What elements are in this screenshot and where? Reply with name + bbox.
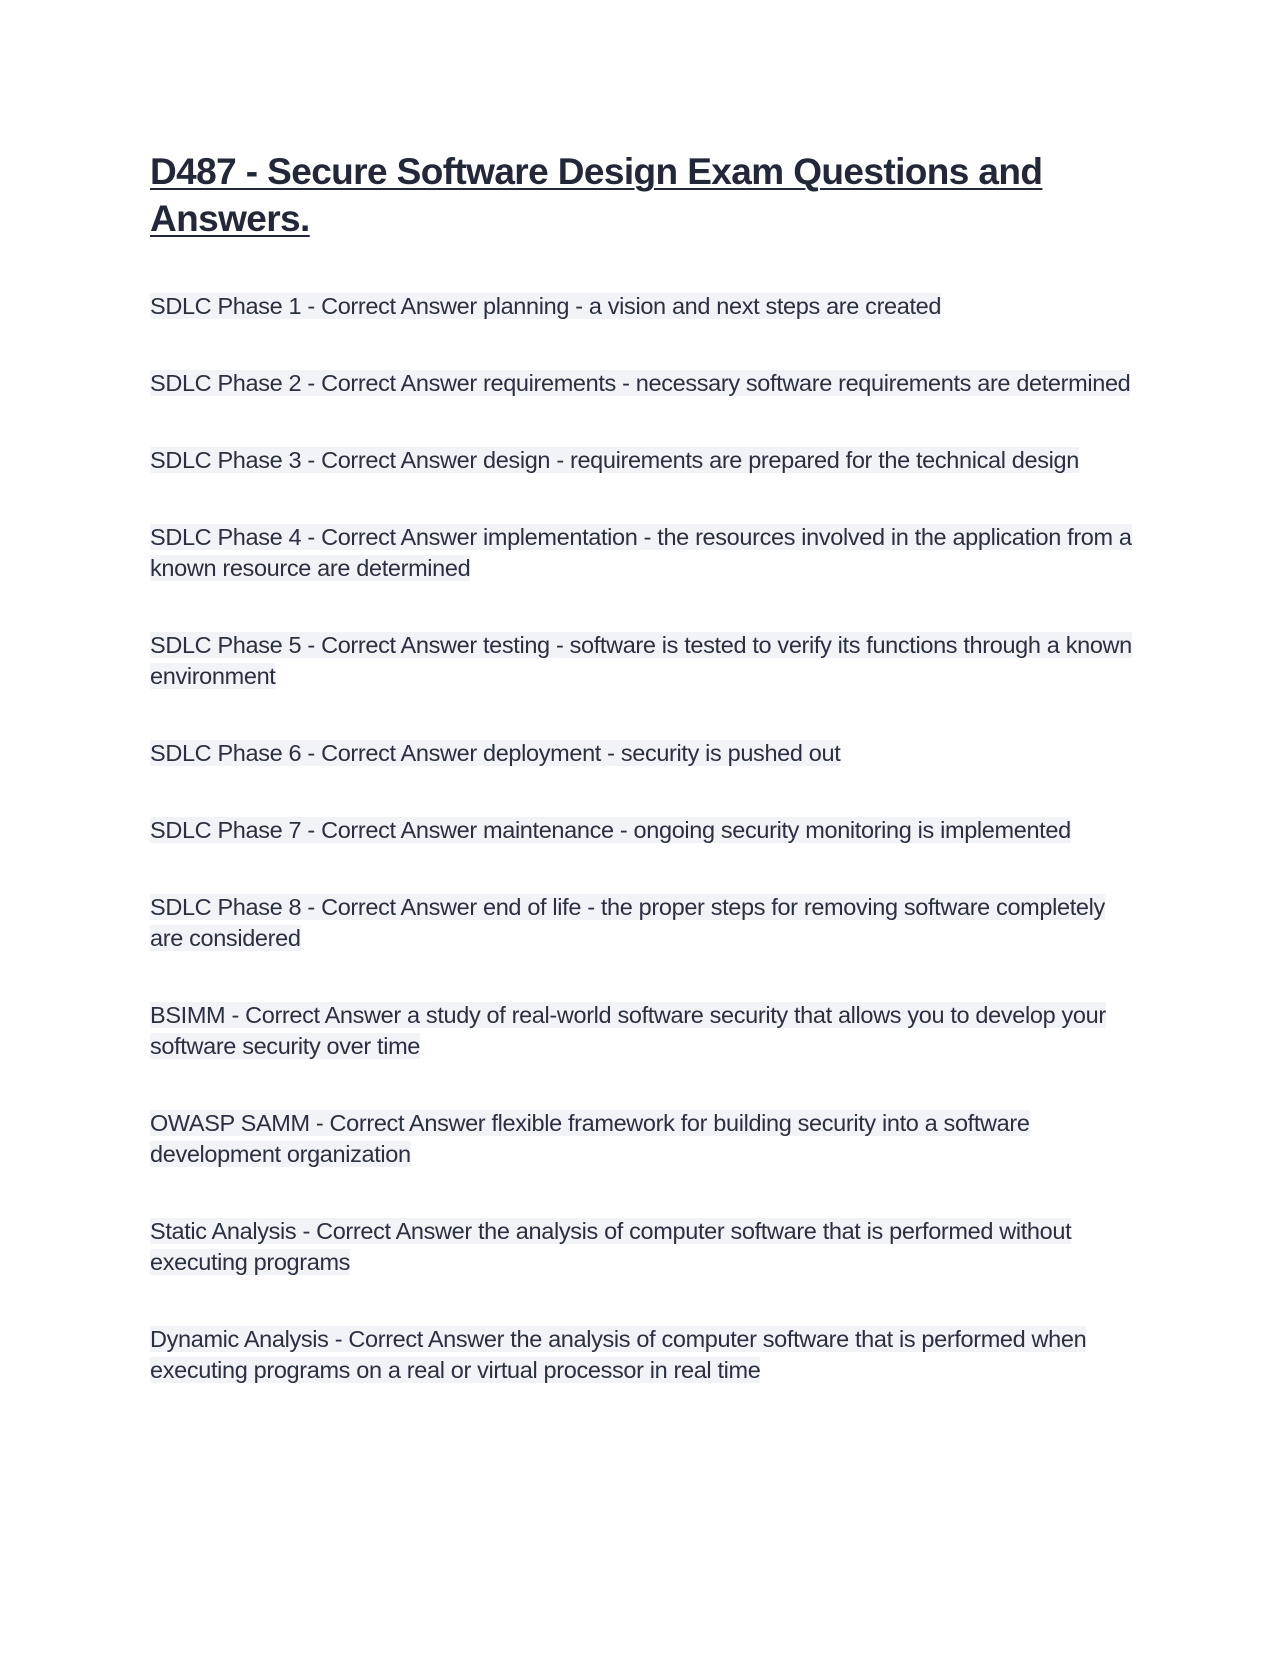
- qa-item: [150, 368, 1140, 399]
- qa-item: [150, 892, 1140, 954]
- qa-item: [150, 445, 1140, 476]
- qa-item: [150, 522, 1140, 584]
- qa-item-text: Dynamic Analysis - Correct Answer the analysis of computer software that is performed when executing programs on a real or virtual processor in real time: [150, 1326, 1087, 1383]
- qa-item: [150, 1000, 1140, 1062]
- qa-item: [150, 815, 1140, 846]
- document-page: [150, 148, 1140, 1432]
- qa-item-text: SDLC Phase 1 - Correct Answer planning - a vision and next steps are created: [150, 293, 942, 319]
- qa-item-text: OWASP SAMM - Correct Answer flexible framework for building security into a software development organization: [150, 1110, 1030, 1167]
- qa-item: [150, 630, 1140, 692]
- qa-item-text: SDLC Phase 4 - Correct Answer implementation - the resources involved in the application from a known resource are determined: [150, 524, 1132, 581]
- qa-item-text: SDLC Phase 6 - Correct Answer deployment - security is pushed out: [150, 740, 841, 766]
- qa-item-text: SDLC Phase 8 - Correct Answer end of life - the proper steps for removing software completely are considered: [150, 894, 1105, 951]
- qa-list: [150, 291, 1140, 1386]
- qa-item: [150, 738, 1140, 769]
- qa-item-text: SDLC Phase 3 - Correct Answer design - requirements are prepared for the technical design: [150, 447, 1079, 473]
- qa-item: [150, 291, 1140, 322]
- document-title: D487 - Secure Software Design Exam Questions and Answers.: [150, 151, 1043, 239]
- qa-item-text: Static Analysis - Correct Answer the analysis of computer software that is performed without executing programs: [150, 1218, 1072, 1275]
- qa-item: [150, 1216, 1140, 1278]
- qa-item-text: SDLC Phase 7 - Correct Answer maintenance - ongoing security monitoring is implemented: [150, 817, 1071, 843]
- qa-item-text: BSIMM - Correct Answer a study of real-world software security that allows you to develop your software security over time: [150, 1002, 1106, 1059]
- qa-item: [150, 1108, 1140, 1170]
- qa-item: [150, 1324, 1140, 1386]
- qa-item-text: SDLC Phase 2 - Correct Answer requirements - necessary software requirements are determined: [150, 370, 1131, 396]
- qa-item-text: SDLC Phase 5 - Correct Answer testing - software is tested to verify its functions through a known environment: [150, 632, 1132, 689]
